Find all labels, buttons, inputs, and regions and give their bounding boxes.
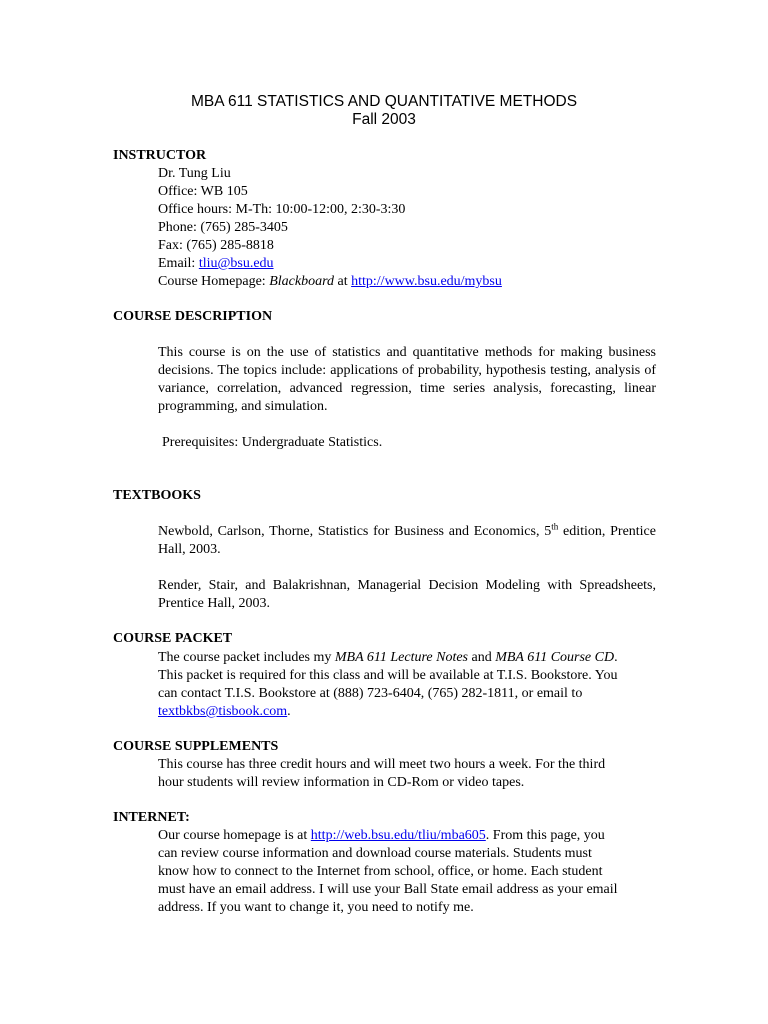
course-cd-title: MBA 611 Course CD [495,650,615,665]
homepage-label: Course Homepage: [158,274,266,289]
course-description-body: This course is on the use of statistics and quantitative methods for making business decisions. The topics include: applications of probability, hypothesis testing, analysis of variance, correlation, advanced regression, time series analysis, forecasting, linear programming, and simulation. [158,345,656,414]
instructor-heading: INSTRUCTOR [113,148,207,163]
course-packet-heading: COURSE PACKET [113,631,233,646]
packet-line-4 [158,703,656,721]
internet-body [158,827,656,917]
internet-line-1-text: Our course homepage is at [158,828,311,843]
instructor-phone: Phone: (765) 285-3405 [158,220,288,235]
email-label: Email: [158,256,196,271]
homepage-url-link[interactable]: http://www.bsu.edu/mybsu [351,274,502,289]
textbook-2: Render, Stair, and Balakrishnan, Managerial Decision Modeling with Spreadsheets, Prentice Hall, 2003. [158,578,656,611]
homepage-at: at [337,274,348,289]
instructor-email-line [158,255,656,273]
course-homepage-line [158,273,656,291]
homepage-blackboard: Blackboard [269,274,335,289]
packet-line-4-end: . [287,704,291,719]
textbook-1-text: Newbold, Carlson, Thorne, Statistics for Business and Economics, 5 [158,524,552,539]
textbook-1 [158,523,656,559]
packet-and: and [468,650,496,665]
supplements-line-1: This course has three credit hours and will meet two hours a week. For the third [158,757,606,772]
instructor-email-link[interactable]: tliu@bsu.edu [198,256,274,271]
course-homepage-url-link[interactable]: http://web.bsu.edu/tliu/mba605 [310,828,486,843]
instructor-office: Office: WB 105 [158,184,248,199]
course-term: Fall 2003 [352,111,416,128]
internet-line-3: know how to connect to the Internet from school, office, or home. Each student [158,864,603,879]
internet-line-5: address. If you want to change it, you need to notify me. [158,900,474,915]
packet-line-1-text: The course packet includes my [158,650,335,665]
packet-line-3: can contact T.I.S. Bookstore at (888) 723-6404, (765) 282-1811, or email to [158,686,583,701]
edition-superscript: th [551,521,559,532]
course-supplements-body [158,756,656,792]
packet-line-2: This packet is required for this class and will be available at T.I.S. Bookstore. You [158,668,618,683]
packet-line-1-end: . [614,650,618,665]
textbooks-heading: TEXTBOOKS [113,488,201,503]
course-description-heading: COURSE DESCRIPTION [113,309,273,324]
instructor-fax: Fax: (765) 285-8818 [158,238,274,253]
supplements-line-2: hour students will review information in CD-Rom or video tapes. [158,775,525,790]
internet-line-4: must have an email address. I will use your Ball State email address as your email [158,882,618,897]
document-title-block [0,93,768,129]
course-packet-body [158,649,656,721]
textbook-1-rest: edition, Prentice Hall, 2003. [158,524,656,557]
instructor-office-hours: Office hours: M-Th: 10:00-12:00, 2:30-3:30 [158,202,406,217]
prerequisites: Prerequisites: Undergraduate Statistics. [162,435,383,450]
internet-heading: INTERNET: [113,810,190,825]
course-title: MBA 611 STATISTICS AND QUANTITATIVE METHODS [190,93,578,110]
packet-line-1 [158,649,656,667]
course-supplements-heading: COURSE SUPPLEMENTS [113,739,279,754]
internet-line-1-end: . From this page, you [485,828,605,843]
internet-line-1 [158,827,656,845]
internet-line-2: can review course information and download course materials. Students must [158,846,592,861]
instructor-details [158,165,656,291]
lecture-notes-title: MBA 611 Lecture Notes [334,650,468,665]
instructor-name: Dr. Tung Liu [158,166,231,181]
bookstore-email-link[interactable]: textbkbs@tisbook.com [158,704,288,719]
